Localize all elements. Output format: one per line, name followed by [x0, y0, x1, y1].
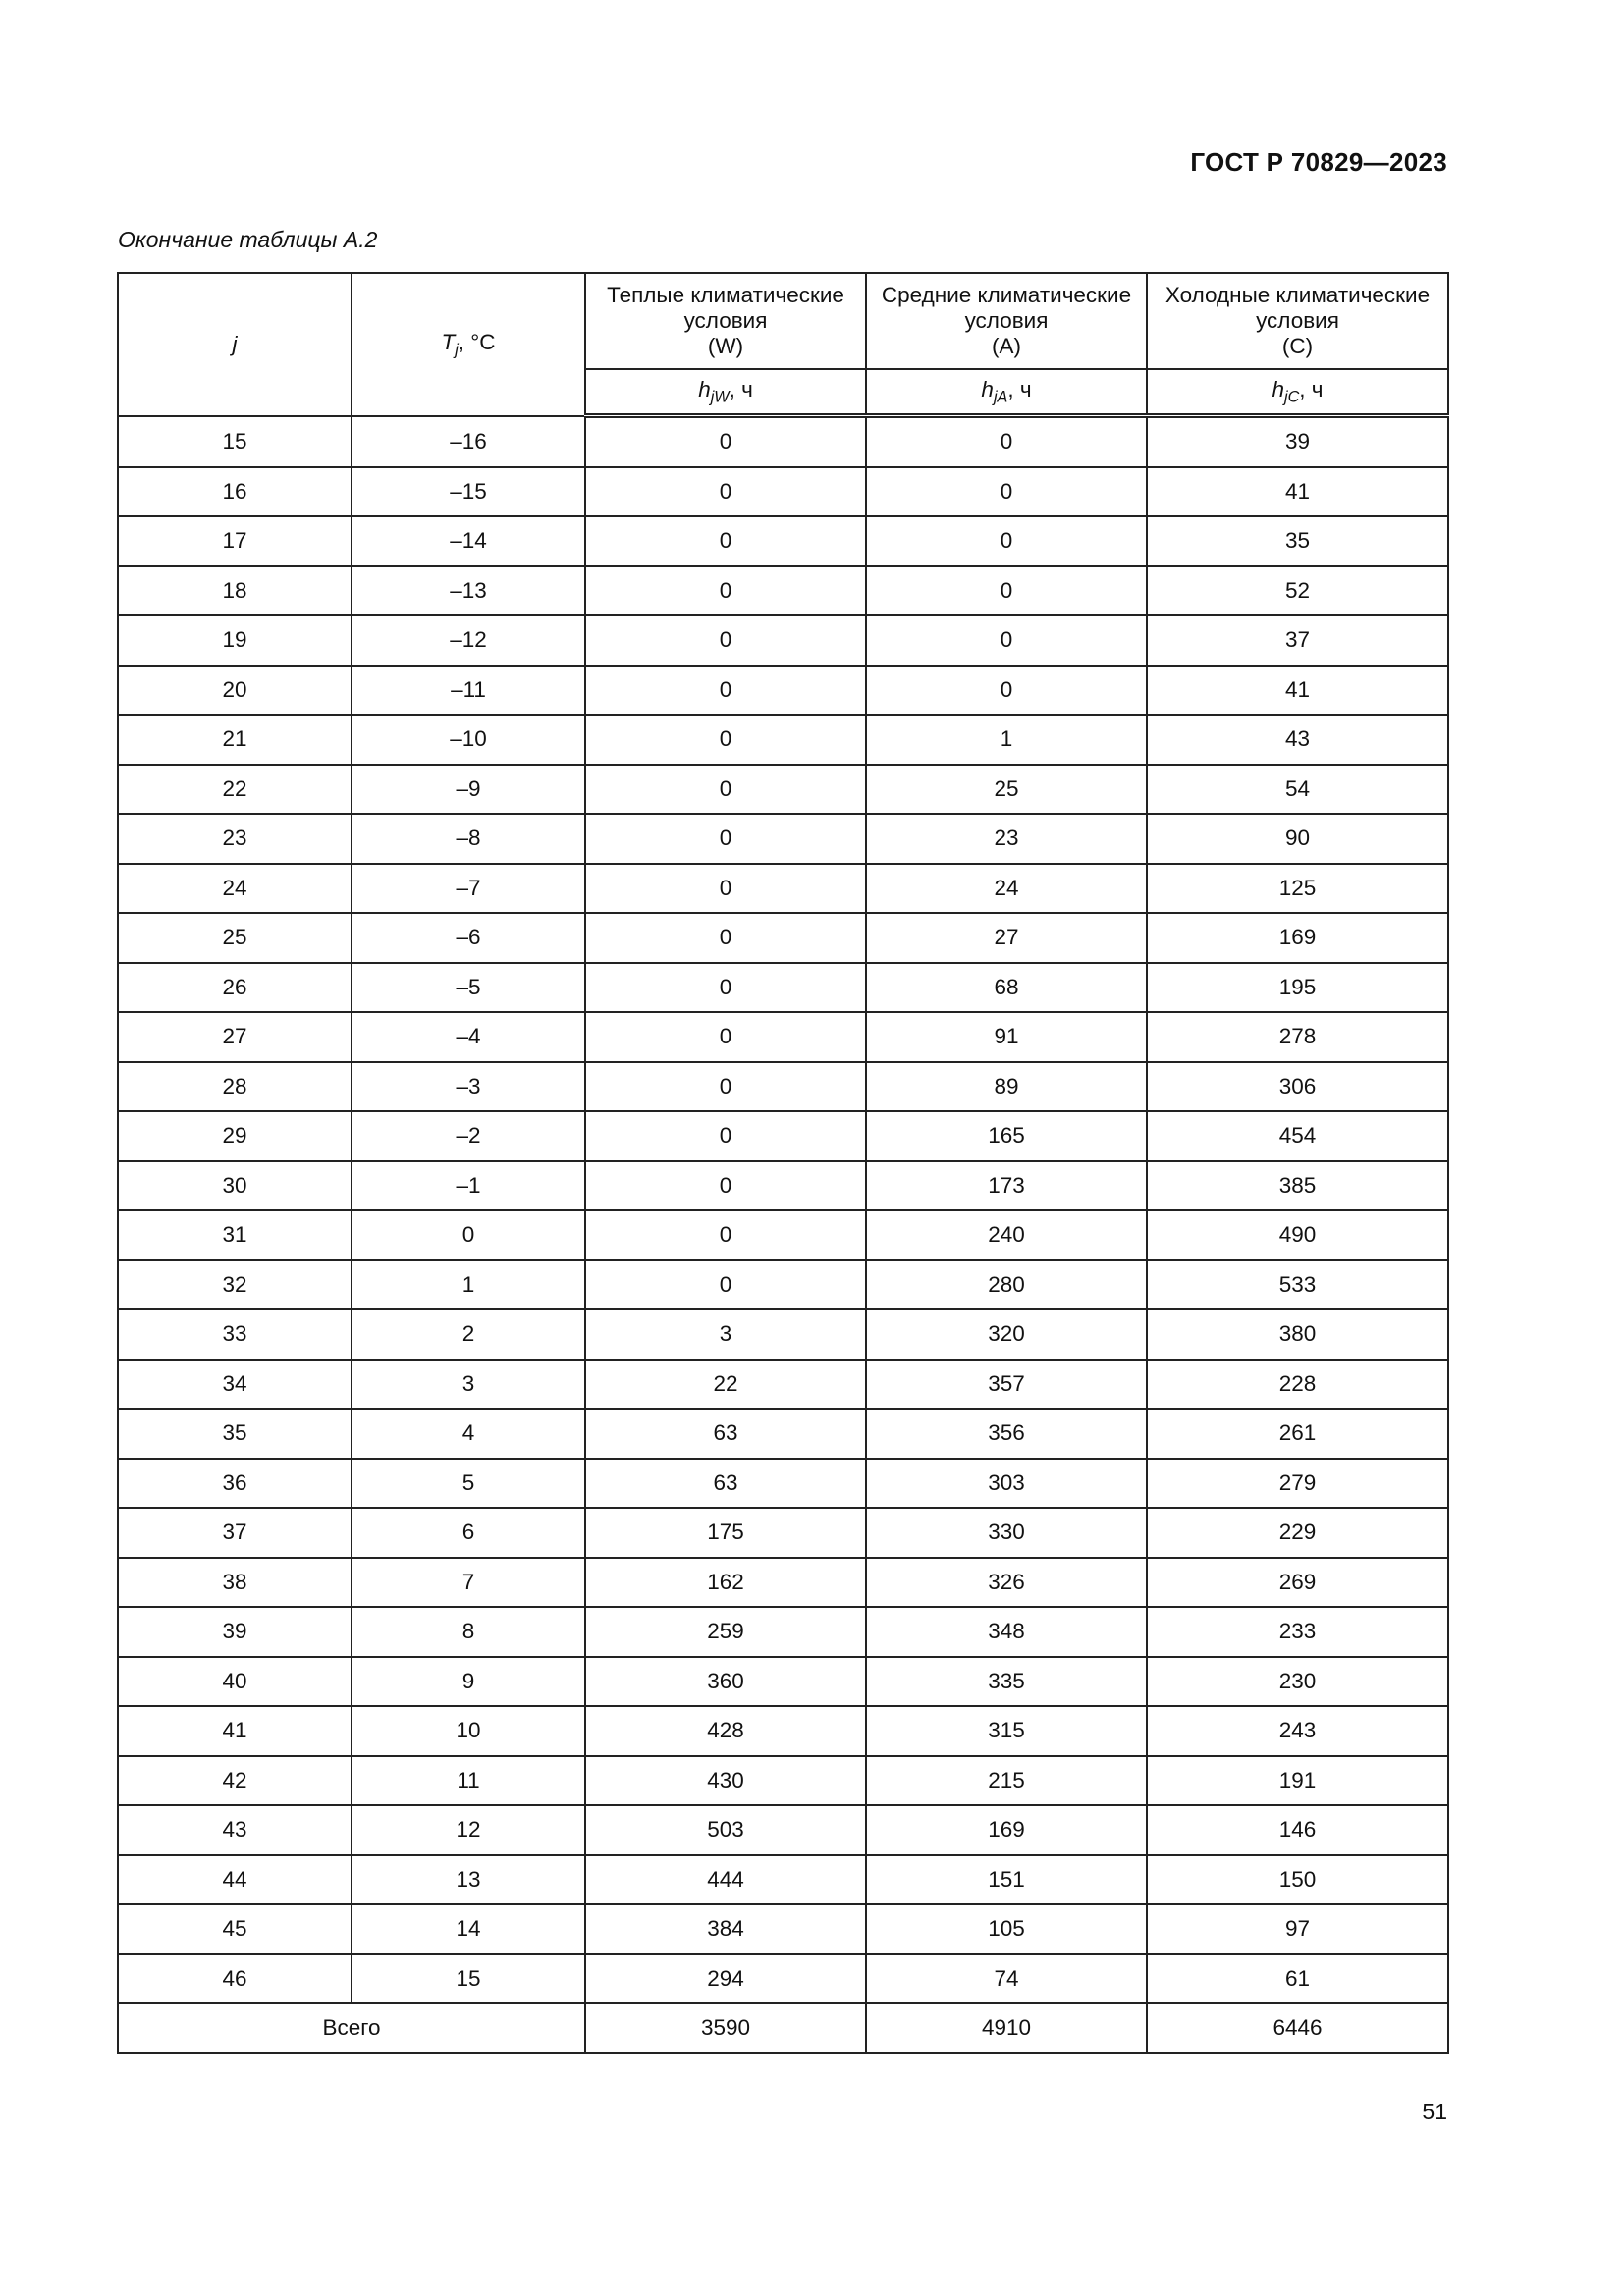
table-row [118, 1706, 1448, 1756]
table-row [118, 1062, 1448, 1112]
cell-j: 15 [118, 416, 352, 467]
cell-j: 23 [118, 814, 352, 864]
cell-hours-warm: 503 [585, 1805, 866, 1855]
cell-temperature: –5 [352, 963, 585, 1013]
cell-hours-cold: 43 [1147, 715, 1448, 765]
cell-hours-average: 330 [866, 1508, 1147, 1558]
cell-hours-warm: 294 [585, 1954, 866, 2004]
cell-hours-average: 169 [866, 1805, 1147, 1855]
cell-hours-average: 27 [866, 913, 1147, 963]
cell-temperature: –3 [352, 1062, 585, 1112]
cell-j: 19 [118, 615, 352, 666]
cell-j: 27 [118, 1012, 352, 1062]
cell-temperature: 0 [352, 1210, 585, 1260]
cell-hours-warm: 430 [585, 1756, 866, 1806]
table-row [118, 615, 1448, 666]
cell-hours-average: 151 [866, 1855, 1147, 1905]
header-temperature: $T_j$, °C [352, 273, 585, 416]
cell-hours-warm: 259 [585, 1607, 866, 1657]
cell-hours-warm: 444 [585, 1855, 866, 1905]
cell-hours-average: 24 [866, 864, 1147, 914]
cell-temperature: 1 [352, 1260, 585, 1310]
cell-hours-cold: 97 [1147, 1904, 1448, 1954]
cell-hours-cold: 490 [1147, 1210, 1448, 1260]
cell-hours-warm: 0 [585, 814, 866, 864]
cell-hours-average: 0 [866, 566, 1147, 616]
cell-hours-cold: 41 [1147, 666, 1448, 716]
table-row [118, 1309, 1448, 1360]
cell-hours-warm: 0 [585, 1012, 866, 1062]
cell-hours-warm: 0 [585, 1161, 866, 1211]
table-row [118, 765, 1448, 815]
cell-hours-warm: 22 [585, 1360, 866, 1410]
cell-hours-cold: 261 [1147, 1409, 1448, 1459]
cell-temperature: –13 [352, 566, 585, 616]
table-row [118, 1657, 1448, 1707]
table-row [118, 814, 1448, 864]
table-row [118, 516, 1448, 566]
cell-j: 43 [118, 1805, 352, 1855]
cell-j: 37 [118, 1508, 352, 1558]
cell-hours-cold: 306 [1147, 1062, 1448, 1112]
table-row [118, 1161, 1448, 1211]
cell-hours-average: 25 [866, 765, 1147, 815]
cell-temperature: –14 [352, 516, 585, 566]
cell-j: 40 [118, 1657, 352, 1707]
cell-hours-warm: 360 [585, 1657, 866, 1707]
table-caption: Окончание таблицы А.2 [118, 227, 378, 252]
cell-temperature: 10 [352, 1706, 585, 1756]
cell-hours-cold: 228 [1147, 1360, 1448, 1410]
cell-hours-warm: 0 [585, 516, 866, 566]
cell-temperature: 5 [352, 1459, 585, 1509]
cell-temperature: 7 [352, 1558, 585, 1608]
cell-temperature: 2 [352, 1309, 585, 1360]
table-row [118, 1459, 1448, 1509]
header-j: j [118, 273, 352, 416]
table-row [118, 1607, 1448, 1657]
cell-hours-average: 74 [866, 1954, 1147, 2004]
cell-temperature: –16 [352, 416, 585, 467]
cell-j: 21 [118, 715, 352, 765]
cell-hours-average: 348 [866, 1607, 1147, 1657]
header-hours-average: $h_{jA}$, ч [866, 369, 1147, 416]
table-row [118, 1855, 1448, 1905]
cell-hours-average: 303 [866, 1459, 1147, 1509]
cell-temperature: –6 [352, 913, 585, 963]
cell-j: 34 [118, 1360, 352, 1410]
cell-j: 26 [118, 963, 352, 1013]
table-row [118, 1805, 1448, 1855]
cell-j: 25 [118, 913, 352, 963]
cell-j: 17 [118, 516, 352, 566]
cell-hours-average: 23 [866, 814, 1147, 864]
cell-hours-warm: 0 [585, 963, 866, 1013]
cell-hours-cold: 191 [1147, 1756, 1448, 1806]
header-hours-warm: $h_{jW}$, ч [585, 369, 866, 416]
cell-hours-average: 0 [866, 416, 1147, 467]
cell-hours-cold: 385 [1147, 1161, 1448, 1211]
cell-hours-warm: 0 [585, 1260, 866, 1310]
cell-hours-cold: 269 [1147, 1558, 1448, 1608]
table-row [118, 467, 1448, 517]
cell-hours-warm: 0 [585, 715, 866, 765]
cell-j: 16 [118, 467, 352, 517]
table-row [118, 1210, 1448, 1260]
cell-hours-cold: 41 [1147, 467, 1448, 517]
cell-hours-average: 280 [866, 1260, 1147, 1310]
cell-j: 38 [118, 1558, 352, 1608]
table-row [118, 864, 1448, 914]
cell-j: 46 [118, 1954, 352, 2004]
cell-hours-average: 0 [866, 467, 1147, 517]
document-code: ГОСТ Р 70829—2023 [1190, 147, 1447, 177]
cell-hours-warm: 0 [585, 1062, 866, 1112]
cell-hours-average: 335 [866, 1657, 1147, 1707]
cell-hours-average: 1 [866, 715, 1147, 765]
cell-j: 33 [118, 1309, 352, 1360]
cell-temperature: –15 [352, 467, 585, 517]
total-average: 4910 [866, 2003, 1147, 2053]
cell-hours-warm: 0 [585, 666, 866, 716]
cell-hours-average: 356 [866, 1409, 1147, 1459]
table-row [118, 1409, 1448, 1459]
cell-hours-cold: 35 [1147, 516, 1448, 566]
cell-j: 36 [118, 1459, 352, 1509]
cell-hours-cold: 233 [1147, 1607, 1448, 1657]
cell-hours-warm: 384 [585, 1904, 866, 1954]
cell-hours-cold: 279 [1147, 1459, 1448, 1509]
cell-hours-cold: 61 [1147, 1954, 1448, 2004]
cell-temperature: 11 [352, 1756, 585, 1806]
cell-hours-warm: 428 [585, 1706, 866, 1756]
cell-temperature: –7 [352, 864, 585, 914]
cell-hours-cold: 52 [1147, 566, 1448, 616]
cell-j: 39 [118, 1607, 352, 1657]
cell-hours-cold: 380 [1147, 1309, 1448, 1360]
total-warm: 3590 [585, 2003, 866, 2053]
cell-hours-cold: 278 [1147, 1012, 1448, 1062]
cell-hours-warm: 0 [585, 1210, 866, 1260]
cell-hours-cold: 146 [1147, 1805, 1448, 1855]
cell-temperature: 9 [352, 1657, 585, 1707]
cell-hours-warm: 0 [585, 913, 866, 963]
cell-temperature: 4 [352, 1409, 585, 1459]
cell-j: 22 [118, 765, 352, 815]
cell-hours-warm: 0 [585, 615, 866, 666]
table-header [118, 273, 1448, 416]
cell-hours-cold: 37 [1147, 615, 1448, 666]
cell-hours-warm: 0 [585, 416, 866, 467]
cell-j: 42 [118, 1756, 352, 1806]
cell-hours-warm: 0 [585, 765, 866, 815]
total-label: Всего [118, 2003, 585, 2053]
header-cold-conditions: Холодные климатические условия (C) [1147, 273, 1448, 369]
table-row [118, 715, 1448, 765]
table-row [118, 913, 1448, 963]
header-average-conditions: Средние климатические условия (A) [866, 273, 1147, 369]
table-row [118, 1111, 1448, 1161]
table-row [118, 1756, 1448, 1806]
cell-hours-average: 315 [866, 1706, 1147, 1756]
cell-hours-average: 215 [866, 1756, 1147, 1806]
cell-hours-warm: 0 [585, 467, 866, 517]
table-row [118, 1904, 1448, 1954]
cell-hours-average: 0 [866, 516, 1147, 566]
cell-hours-cold: 243 [1147, 1706, 1448, 1756]
cell-hours-warm: 0 [585, 566, 866, 616]
header-hours-cold: $h_{jC}$, ч [1147, 369, 1448, 416]
cell-temperature: 15 [352, 1954, 585, 2004]
total-cold: 6446 [1147, 2003, 1448, 2053]
cell-hours-average: 0 [866, 666, 1147, 716]
cell-temperature: –12 [352, 615, 585, 666]
cell-temperature: –1 [352, 1161, 585, 1211]
cell-temperature: –8 [352, 814, 585, 864]
total-row [118, 2003, 1448, 2053]
cell-hours-cold: 90 [1147, 814, 1448, 864]
cell-hours-average: 173 [866, 1161, 1147, 1211]
cell-hours-warm: 63 [585, 1409, 866, 1459]
cell-hours-warm: 0 [585, 1111, 866, 1161]
cell-hours-warm: 162 [585, 1558, 866, 1608]
table-row [118, 963, 1448, 1013]
cell-hours-cold: 229 [1147, 1508, 1448, 1558]
cell-hours-warm: 3 [585, 1309, 866, 1360]
cell-hours-cold: 125 [1147, 864, 1448, 914]
cell-hours-cold: 150 [1147, 1855, 1448, 1905]
table-row [118, 666, 1448, 716]
cell-hours-average: 165 [866, 1111, 1147, 1161]
cell-hours-cold: 54 [1147, 765, 1448, 815]
cell-temperature: 6 [352, 1508, 585, 1558]
table-row [118, 1558, 1448, 1608]
cell-j: 28 [118, 1062, 352, 1112]
cell-hours-warm: 0 [585, 864, 866, 914]
cell-j: 32 [118, 1260, 352, 1310]
cell-temperature: –9 [352, 765, 585, 815]
table-row [118, 1954, 1448, 2004]
cell-hours-cold: 454 [1147, 1111, 1448, 1161]
cell-hours-average: 91 [866, 1012, 1147, 1062]
table-row [118, 1012, 1448, 1062]
table-row [118, 1260, 1448, 1310]
cell-hours-average: 320 [866, 1309, 1147, 1360]
cell-hours-cold: 533 [1147, 1260, 1448, 1310]
cell-j: 29 [118, 1111, 352, 1161]
table-row [118, 1360, 1448, 1410]
header-warm-conditions: Теплые климатические условия (W) [585, 273, 866, 369]
cell-hours-average: 357 [866, 1360, 1147, 1410]
cell-temperature: 12 [352, 1805, 585, 1855]
cell-j: 31 [118, 1210, 352, 1260]
data-table [117, 272, 1449, 2054]
table-row [118, 1508, 1448, 1558]
cell-temperature: –2 [352, 1111, 585, 1161]
cell-hours-cold: 39 [1147, 416, 1448, 467]
cell-hours-average: 105 [866, 1904, 1147, 1954]
cell-temperature: 14 [352, 1904, 585, 1954]
cell-hours-warm: 175 [585, 1508, 866, 1558]
cell-temperature: –4 [352, 1012, 585, 1062]
cell-j: 45 [118, 1904, 352, 1954]
cell-hours-average: 0 [866, 615, 1147, 666]
cell-j: 24 [118, 864, 352, 914]
cell-j: 20 [118, 666, 352, 716]
cell-hours-average: 89 [866, 1062, 1147, 1112]
cell-j: 44 [118, 1855, 352, 1905]
cell-hours-average: 326 [866, 1558, 1147, 1608]
cell-temperature: 8 [352, 1607, 585, 1657]
cell-temperature: –11 [352, 666, 585, 716]
cell-j: 30 [118, 1161, 352, 1211]
table-body [118, 416, 1448, 2004]
cell-hours-warm: 63 [585, 1459, 866, 1509]
cell-temperature: 13 [352, 1855, 585, 1905]
cell-hours-average: 68 [866, 963, 1147, 1013]
cell-hours-cold: 195 [1147, 963, 1448, 1013]
table-row [118, 416, 1448, 467]
cell-temperature: 3 [352, 1360, 585, 1410]
cell-j: 41 [118, 1706, 352, 1756]
cell-hours-cold: 230 [1147, 1657, 1448, 1707]
cell-hours-average: 240 [866, 1210, 1147, 1260]
cell-temperature: –10 [352, 715, 585, 765]
cell-hours-cold: 169 [1147, 913, 1448, 963]
cell-j: 18 [118, 566, 352, 616]
table-row [118, 566, 1448, 616]
page-number: 51 [1422, 2099, 1447, 2124]
cell-j: 35 [118, 1409, 352, 1459]
